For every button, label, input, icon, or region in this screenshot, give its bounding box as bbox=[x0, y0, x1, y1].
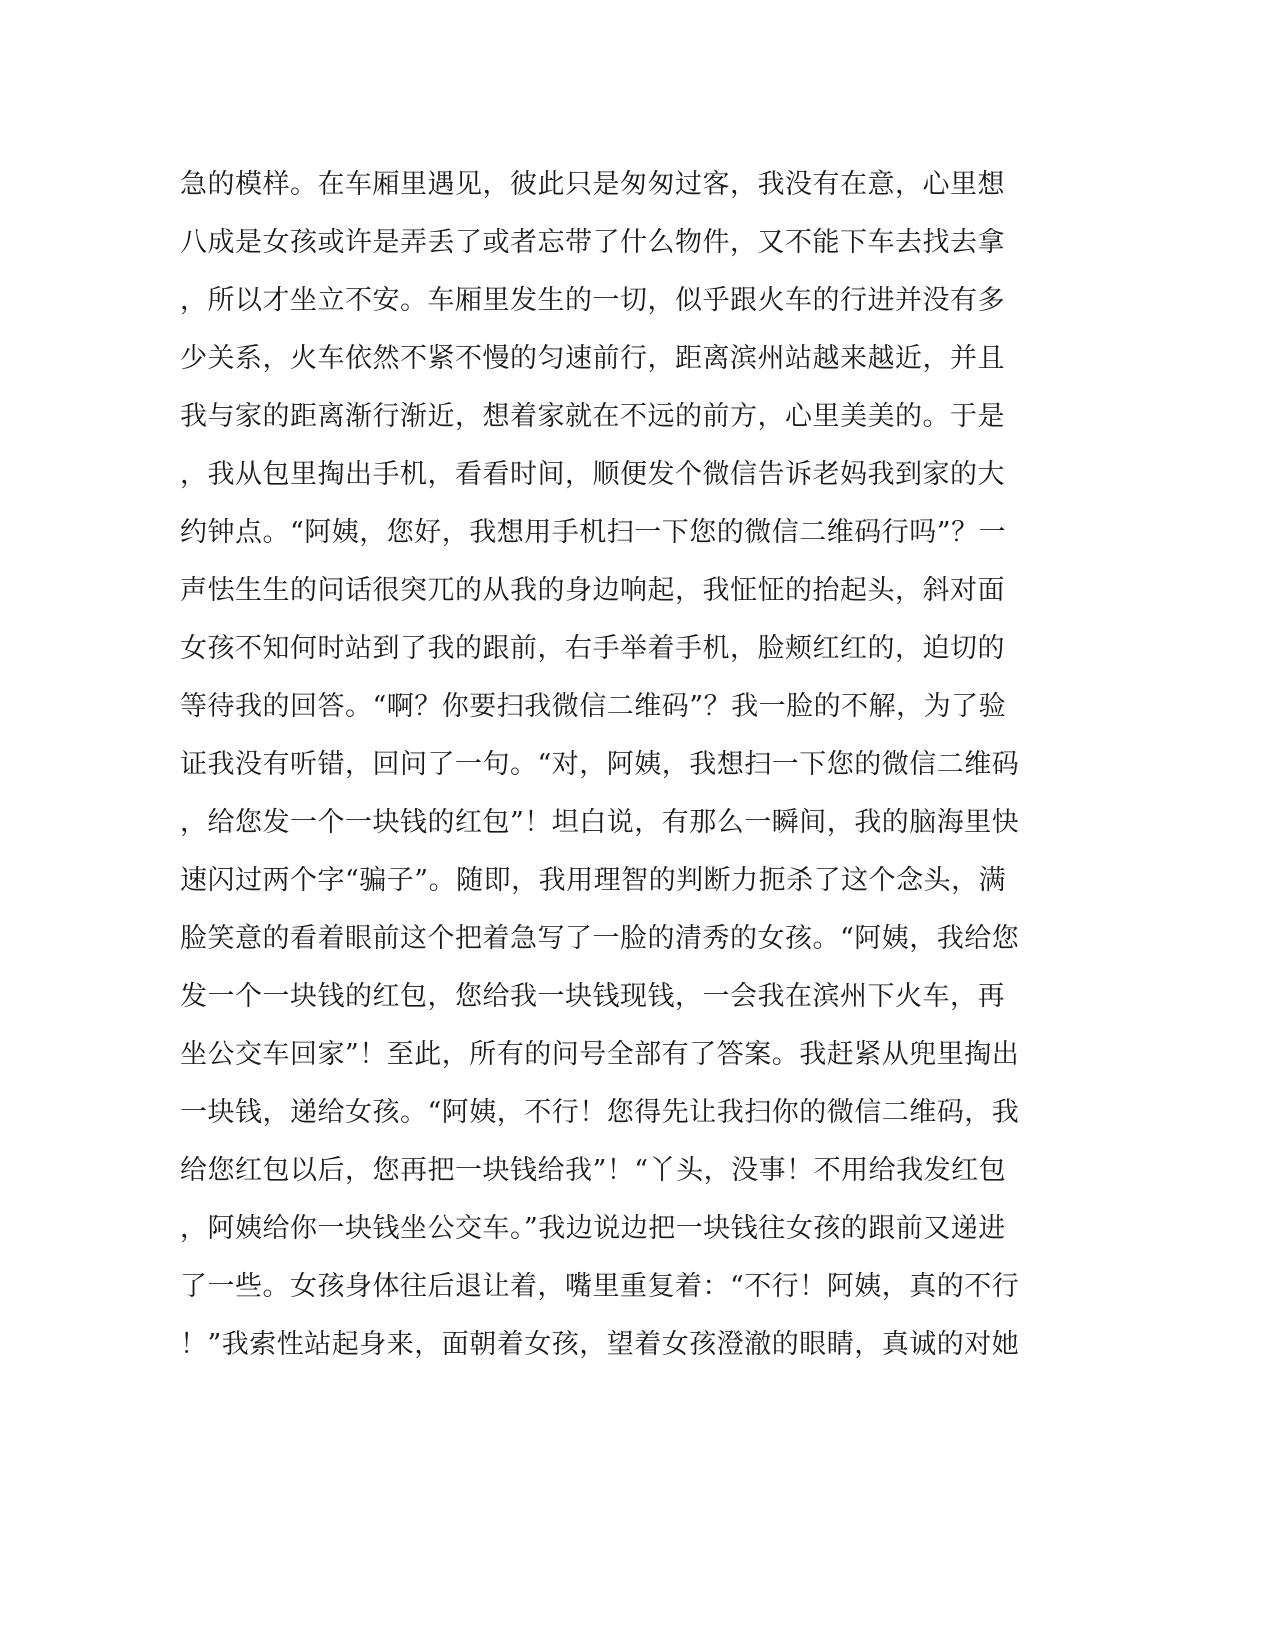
text-line: 一块钱，递给女孩。“阿姨，不行！您得先让我扫你的微信二维码，我 bbox=[180, 1097, 1020, 1128]
text-line: 声怯生生的问话很突兀的从我的身边响起，我怔怔的抬起头，斜对面 bbox=[180, 575, 1005, 606]
text-line: 给您红包以后，您再把一块钱给我”！“丫头，没事！不用给我发红包 bbox=[180, 1155, 1007, 1186]
text-line: 发一个一块钱的红包，您给我一块钱现钱，一会我在滨州下火车，再 bbox=[180, 981, 1005, 1012]
text-line: 八成是女孩或许是弄丢了或者忘带了什么物件，又不能下车去找去拿 bbox=[180, 227, 1005, 258]
text-line: ，我从包里掏出手机，看看时间，顺便发个微信告诉老妈我到家的大 bbox=[180, 459, 1005, 490]
text-line: 约钟点。“阿姨，您好，我想用手机扫一下您的微信二维码行吗”？一 bbox=[180, 517, 1007, 548]
text-line: ，所以才坐立不安。车厢里发生的一切，似乎跟火车的行进并没有多 bbox=[180, 285, 1005, 316]
text-line: 了一些。女孩身体往后退让着，嘴里重复着：“不行！阿姨，真的不行 bbox=[180, 1271, 1020, 1302]
text-line: 少关系，火车依然不紧不慢的匀速前行，距离滨州站越来越近，并且 bbox=[180, 343, 1005, 374]
text-line: ，给您发一个一块钱的红包”！坦白说，有那么一瞬间，我的脑海里快 bbox=[180, 807, 1020, 838]
text-line: ，阿姨给你一块钱坐公交车。”我边说边把一块钱往女孩的跟前又递进 bbox=[180, 1213, 1006, 1244]
text-line: 速闪过两个字“骗子”。随即，我用理智的判断力扼杀了这个念头，满 bbox=[180, 865, 1007, 896]
text-line: 证我没有听错，回问了一句。“对，阿姨，我想扫一下您的微信二维码 bbox=[180, 749, 1020, 780]
text-line: 我与家的距离渐行渐近，想着家就在不远的前方，心里美美的。于是 bbox=[180, 401, 1005, 432]
text-line: 脸笑意的看着眼前这个把着急写了一脸的清秀的女孩。“阿姨，我给您 bbox=[180, 923, 1020, 954]
body-text bbox=[180, 156, 1040, 1374]
text-line: 急的模样。在车厢里遇见，彼此只是匆匆过客，我没有在意，心里想 bbox=[180, 169, 1005, 200]
text-line: 等待我的回答。“啊？你要扫我微信二维码”？我一脸的不解，为了验 bbox=[180, 691, 1007, 722]
text-line: 女孩不知何时站到了我的跟前，右手举着手机，脸颊红红的，迫切的 bbox=[180, 633, 1005, 664]
text-line: ！”我索性站起身来，面朝着女孩，望着女孩澄澈的眼睛，真诚的对她 bbox=[180, 1329, 1020, 1360]
text-line: 坐公交车回家”！至此，所有的问号全部有了答案。我赶紧从兜里掏出 bbox=[180, 1039, 1020, 1070]
